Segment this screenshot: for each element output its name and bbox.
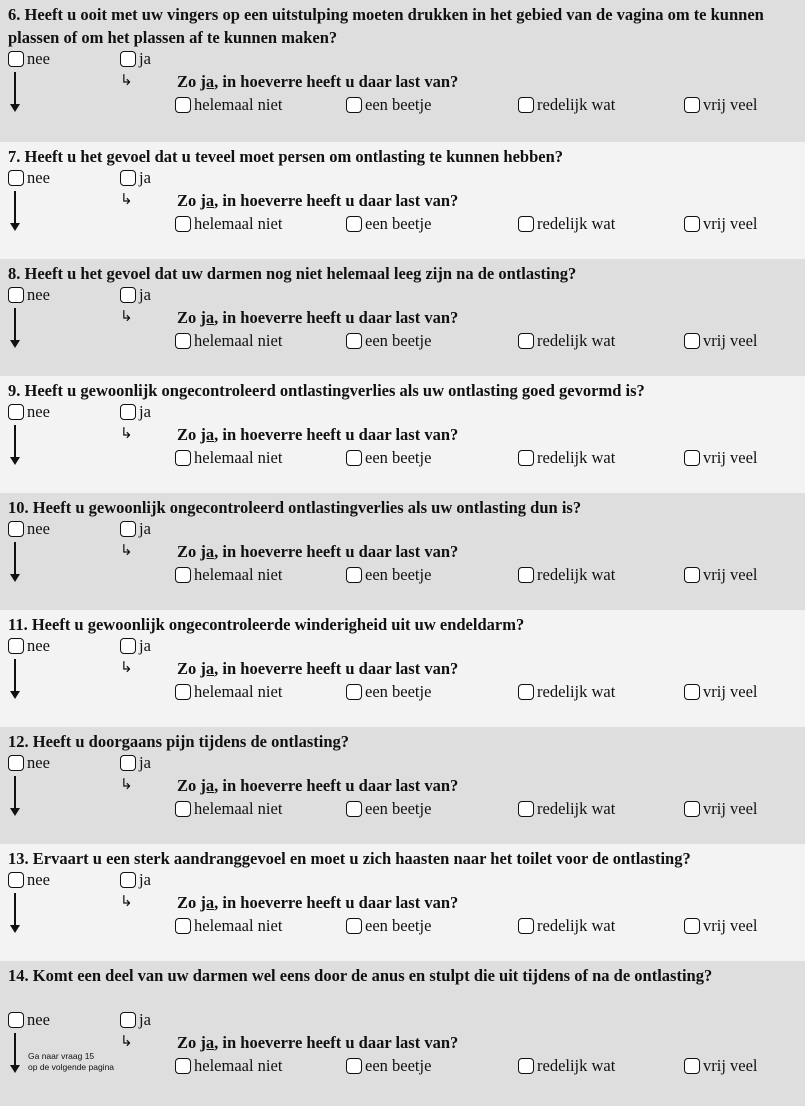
option-label: een beetje: [365, 799, 432, 818]
option-label: vrij veel: [703, 799, 758, 818]
followup-rest: , in hoeverre heeft u daar last van?: [214, 72, 459, 91]
option-label: ja: [139, 753, 151, 772]
followup-ja: ja: [200, 1033, 215, 1052]
option-redelijk-wat[interactable]: [518, 1056, 615, 1076]
question-text: 13. Ervaart u een sterk aandranggevoel en moet u zich haasten naar het toilet voor de ontlasting?: [8, 849, 691, 868]
question-block: [0, 844, 805, 961]
option-label: ja: [139, 285, 151, 304]
checkbox-vrij-veel[interactable]: [684, 1058, 700, 1074]
option-helemaal-niet[interactable]: [175, 565, 282, 585]
question-text: 8. Heeft u het gevoel dat uw darmen nog niet helemaal leeg zijn na de ontlasting?: [8, 264, 577, 283]
option-een-beetje[interactable]: [346, 799, 431, 819]
option-label: vrij veel: [703, 95, 758, 114]
option-redelijk-wat[interactable]: [518, 916, 615, 936]
checkbox-nee[interactable]: [8, 404, 24, 420]
option-een-beetje[interactable]: [346, 565, 431, 585]
checkbox-vrij-veel[interactable]: [684, 684, 700, 700]
arrow-down-icon: [10, 776, 20, 816]
checkbox-ja[interactable]: [120, 404, 136, 420]
checkbox-redelijk-wat[interactable]: [518, 97, 534, 113]
checkbox-vrij-veel[interactable]: [684, 801, 700, 817]
arrow-down-icon: [10, 542, 20, 582]
option-label: redelijk wat: [537, 916, 616, 935]
arrow-down-icon: [10, 425, 20, 465]
followup-question: [177, 659, 458, 679]
option-ja[interactable]: [120, 168, 151, 188]
option-nee[interactable]: [8, 636, 50, 656]
option-redelijk-wat[interactable]: [518, 214, 615, 234]
option-label: helemaal niet: [194, 799, 283, 818]
checkbox-vrij-veel[interactable]: [684, 216, 700, 232]
checkbox-helemaal-niet[interactable]: [175, 216, 191, 232]
option-nee[interactable]: [8, 168, 50, 188]
checkbox-redelijk-wat[interactable]: [518, 801, 534, 817]
arrow-hook-icon: ↳: [120, 307, 133, 325]
followup-question: [177, 308, 458, 328]
option-label: redelijk wat: [537, 1056, 616, 1075]
option-nee[interactable]: [8, 1010, 50, 1030]
question-text: 10. Heeft u gewoonlijk ongecontroleerd ontlastingverlies als uw ontlasting dun is?: [8, 498, 582, 517]
arrow-hook-icon: ↳: [120, 71, 133, 89]
option-label: een beetje: [365, 916, 432, 935]
question-block: [0, 610, 805, 727]
checkbox-een-beetje[interactable]: [346, 1058, 362, 1074]
checkbox-nee[interactable]: [8, 170, 24, 186]
question-block: [0, 961, 805, 1106]
option-vrij-veel[interactable]: [684, 682, 758, 702]
checkbox-vrij-veel[interactable]: [684, 333, 700, 349]
option-label: redelijk wat: [537, 799, 616, 818]
option-label: vrij veel: [703, 331, 758, 350]
goto-note: [28, 1051, 114, 1073]
option-label: een beetje: [365, 682, 432, 701]
option-label: vrij veel: [703, 916, 758, 935]
option-ja[interactable]: [120, 753, 151, 773]
arrow-hook-icon: ↳: [120, 775, 133, 793]
checkbox-redelijk-wat[interactable]: [518, 450, 534, 466]
option-label: een beetje: [365, 95, 432, 114]
option-label: een beetje: [365, 448, 432, 467]
checkbox-nee[interactable]: [8, 287, 24, 303]
checkbox-nee[interactable]: [8, 638, 24, 654]
checkbox-redelijk-wat[interactable]: [518, 567, 534, 583]
option-label: redelijk wat: [537, 95, 616, 114]
followup-rest: , in hoeverre heeft u daar last van?: [214, 425, 459, 444]
checkbox-ja[interactable]: [120, 51, 136, 67]
question-text: 7. Heeft u het gevoel dat u teveel moet persen om ontlasting te kunnen hebben?: [8, 147, 564, 166]
followup-rest: , in hoeverre heeft u daar last van?: [214, 659, 459, 678]
checkbox-nee[interactable]: [8, 755, 24, 771]
checkbox-vrij-veel[interactable]: [684, 567, 700, 583]
checkbox-een-beetje[interactable]: [346, 918, 362, 934]
followup-rest: , in hoeverre heeft u daar last van?: [214, 776, 459, 795]
checkbox-vrij-veel[interactable]: [684, 97, 700, 113]
option-helemaal-niet[interactable]: [175, 916, 282, 936]
option-een-beetje[interactable]: [346, 331, 431, 351]
option-label: een beetje: [365, 565, 432, 584]
question-block: [0, 727, 805, 844]
option-label: helemaal niet: [194, 448, 283, 467]
followup-question: [177, 1033, 458, 1053]
checkbox-een-beetje[interactable]: [346, 567, 362, 583]
followup-ja: ja: [200, 425, 215, 444]
checkbox-redelijk-wat[interactable]: [518, 918, 534, 934]
option-label: vrij veel: [703, 1056, 758, 1075]
option-ja[interactable]: [120, 49, 151, 69]
option-label: vrij veel: [703, 565, 758, 584]
followup-question: [177, 191, 458, 211]
option-een-beetje[interactable]: [346, 95, 431, 115]
question-text: 9. Heeft u gewoonlijk ongecontroleerd ontlastingverlies als uw ontlasting goed gevormd is?: [8, 381, 645, 400]
checkbox-ja[interactable]: [120, 521, 136, 537]
checkbox-een-beetje[interactable]: [346, 801, 362, 817]
followup-question: [177, 72, 458, 92]
option-label: ja: [139, 636, 151, 655]
question-block: [0, 259, 805, 376]
option-helemaal-niet[interactable]: [175, 331, 282, 351]
option-helemaal-niet[interactable]: [175, 1056, 282, 1076]
option-vrij-veel[interactable]: [684, 799, 758, 819]
option-label: nee: [27, 168, 50, 187]
option-een-beetje[interactable]: [346, 448, 431, 468]
followup-prefix: Zo: [177, 191, 201, 210]
checkbox-een-beetje[interactable]: [346, 216, 362, 232]
option-ja[interactable]: [120, 402, 151, 422]
option-label: een beetje: [365, 331, 432, 350]
followup-ja: ja: [200, 308, 215, 327]
option-label: helemaal niet: [194, 95, 283, 114]
option-helemaal-niet[interactable]: [175, 799, 282, 819]
option-label: nee: [27, 636, 50, 655]
option-label: helemaal niet: [194, 214, 283, 233]
followup-question: [177, 776, 458, 796]
option-label: helemaal niet: [194, 682, 283, 701]
arrow-hook-icon: ↳: [120, 1032, 133, 1050]
followup-prefix: Zo: [177, 425, 201, 444]
arrow-down-icon: [10, 191, 20, 231]
option-label: nee: [27, 49, 50, 68]
followup-question: [177, 542, 458, 562]
option-ja[interactable]: [120, 870, 151, 890]
checkbox-redelijk-wat[interactable]: [518, 1058, 534, 1074]
option-label: ja: [139, 870, 151, 889]
arrow-down-icon: [10, 1033, 20, 1073]
followup-rest: , in hoeverre heeft u daar last van?: [214, 542, 459, 561]
option-ja[interactable]: [120, 519, 151, 539]
followup-rest: , in hoeverre heeft u daar last van?: [214, 308, 459, 327]
checkbox-helemaal-niet[interactable]: [175, 918, 191, 934]
checkbox-een-beetje[interactable]: [346, 450, 362, 466]
option-label: nee: [27, 402, 50, 421]
followup-ja: ja: [200, 659, 215, 678]
checkbox-een-beetje[interactable]: [346, 333, 362, 349]
checkbox-een-beetje[interactable]: [346, 97, 362, 113]
question-text: 11. Heeft u gewoonlijk ongecontroleerde winderigheid uit uw endeldarm?: [8, 615, 525, 634]
arrow-hook-icon: ↳: [120, 541, 133, 559]
arrow-hook-icon: ↳: [120, 424, 133, 442]
followup-question: [177, 893, 458, 913]
option-redelijk-wat[interactable]: [518, 565, 615, 585]
option-helemaal-niet[interactable]: [175, 214, 282, 234]
option-een-beetje[interactable]: [346, 1056, 431, 1076]
checkbox-redelijk-wat[interactable]: [518, 684, 534, 700]
option-helemaal-niet[interactable]: [175, 448, 282, 468]
arrow-hook-icon: ↳: [120, 658, 133, 676]
option-label: redelijk wat: [537, 331, 616, 350]
option-label: redelijk wat: [537, 214, 616, 233]
question-text: 14. Komt een deel van uw darmen wel eens door de anus en stulpt die uit tijdens of na de ontlasting?: [8, 966, 713, 985]
option-label: helemaal niet: [194, 331, 283, 350]
checkbox-nee[interactable]: [8, 51, 24, 67]
option-vrij-veel[interactable]: [684, 331, 758, 351]
goto-note-line: op de volgende pagina: [28, 1062, 115, 1072]
option-label: ja: [139, 402, 151, 421]
option-vrij-veel[interactable]: [684, 448, 758, 468]
checkbox-ja[interactable]: [120, 1012, 136, 1028]
option-ja[interactable]: [120, 285, 151, 305]
followup-rest: , in hoeverre heeft u daar last van?: [214, 893, 459, 912]
option-een-beetje[interactable]: [346, 916, 431, 936]
followup-question: [177, 425, 458, 445]
option-label: redelijk wat: [537, 448, 616, 467]
option-label: nee: [27, 285, 50, 304]
option-label: nee: [27, 519, 50, 538]
followup-ja: ja: [200, 72, 215, 91]
option-label: nee: [27, 870, 50, 889]
followup-prefix: Zo: [177, 659, 201, 678]
question-text: 12. Heeft u doorgaans pijn tijdens de ontlasting?: [8, 732, 350, 751]
checkbox-redelijk-wat[interactable]: [518, 333, 534, 349]
option-label: helemaal niet: [194, 1056, 283, 1075]
option-label: helemaal niet: [194, 565, 283, 584]
option-helemaal-niet[interactable]: [175, 682, 282, 702]
option-label: nee: [27, 1010, 50, 1029]
checkbox-helemaal-niet[interactable]: [175, 97, 191, 113]
option-helemaal-niet[interactable]: [175, 95, 282, 115]
checkbox-ja[interactable]: [120, 287, 136, 303]
followup-ja: ja: [200, 191, 215, 210]
checkbox-nee[interactable]: [8, 1012, 24, 1028]
checkbox-helemaal-niet[interactable]: [175, 333, 191, 349]
option-label: vrij veel: [703, 682, 758, 701]
checkbox-vrij-veel[interactable]: [684, 450, 700, 466]
question-text: 6. Heeft u ooit met uw vingers op een uitstulping moeten drukken in het gebied van de vagina om te kunnen plassen of om het plassen af te kunnen maken?: [8, 5, 764, 47]
option-vrij-veel[interactable]: [684, 916, 758, 936]
goto-note-line: Ga naar vraag 15: [28, 1051, 95, 1061]
followup-prefix: Zo: [177, 308, 201, 327]
question-block: [0, 376, 805, 493]
checkbox-helemaal-niet[interactable]: [175, 450, 191, 466]
question-block: [0, 142, 805, 259]
checkbox-ja[interactable]: [120, 170, 136, 186]
option-een-beetje[interactable]: [346, 682, 431, 702]
question-block: [0, 0, 805, 142]
option-redelijk-wat[interactable]: [518, 331, 615, 351]
followup-prefix: Zo: [177, 542, 201, 561]
option-vrij-veel[interactable]: [684, 214, 758, 234]
option-redelijk-wat[interactable]: [518, 799, 615, 819]
followup-rest: , in hoeverre heeft u daar last van?: [214, 191, 459, 210]
followup-ja: ja: [200, 542, 215, 561]
followup-prefix: Zo: [177, 893, 201, 912]
option-nee[interactable]: [8, 519, 50, 539]
option-nee[interactable]: [8, 870, 50, 890]
option-label: vrij veel: [703, 214, 758, 233]
option-vrij-veel[interactable]: [684, 95, 758, 115]
arrow-down-icon: [10, 308, 20, 348]
arrow-hook-icon: ↳: [120, 190, 133, 208]
arrow-down-icon: [10, 72, 20, 112]
option-label: ja: [139, 168, 151, 187]
option-ja[interactable]: [120, 636, 151, 656]
option-label: helemaal niet: [194, 916, 283, 935]
followup-ja: ja: [200, 776, 215, 795]
checkbox-vrij-veel[interactable]: [684, 918, 700, 934]
option-label: ja: [139, 519, 151, 538]
option-label: vrij veel: [703, 448, 758, 467]
checkbox-ja[interactable]: [120, 638, 136, 654]
option-vrij-veel[interactable]: [684, 1056, 758, 1076]
option-redelijk-wat[interactable]: [518, 448, 615, 468]
option-nee[interactable]: [8, 49, 50, 69]
arrow-hook-icon: ↳: [120, 892, 133, 910]
checkbox-nee[interactable]: [8, 872, 24, 888]
checkbox-helemaal-niet[interactable]: [175, 684, 191, 700]
checkbox-ja[interactable]: [120, 755, 136, 771]
option-redelijk-wat[interactable]: [518, 95, 615, 115]
option-ja[interactable]: [120, 1010, 151, 1030]
option-nee[interactable]: [8, 402, 50, 422]
checkbox-nee[interactable]: [8, 521, 24, 537]
option-nee[interactable]: [8, 285, 50, 305]
checkbox-helemaal-niet[interactable]: [175, 567, 191, 583]
followup-prefix: Zo: [177, 776, 201, 795]
option-label: een beetje: [365, 214, 432, 233]
option-een-beetje[interactable]: [346, 214, 431, 234]
checkbox-redelijk-wat[interactable]: [518, 216, 534, 232]
followup-prefix: Zo: [177, 72, 201, 91]
checkbox-helemaal-niet[interactable]: [175, 1058, 191, 1074]
followup-rest: , in hoeverre heeft u daar last van?: [214, 1033, 459, 1052]
option-label: nee: [27, 753, 50, 772]
option-label: redelijk wat: [537, 682, 616, 701]
option-label: een beetje: [365, 1056, 432, 1075]
followup-prefix: Zo: [177, 1033, 201, 1052]
arrow-down-icon: [10, 893, 20, 933]
option-label: ja: [139, 49, 151, 68]
followup-ja: ja: [200, 893, 215, 912]
option-label: ja: [139, 1010, 151, 1029]
option-vrij-veel[interactable]: [684, 565, 758, 585]
option-label: redelijk wat: [537, 565, 616, 584]
checkbox-helemaal-niet[interactable]: [175, 801, 191, 817]
option-nee[interactable]: [8, 753, 50, 773]
checkbox-een-beetje[interactable]: [346, 684, 362, 700]
checkbox-ja[interactable]: [120, 872, 136, 888]
option-redelijk-wat[interactable]: [518, 682, 615, 702]
question-block: [0, 493, 805, 610]
arrow-down-icon: [10, 659, 20, 699]
